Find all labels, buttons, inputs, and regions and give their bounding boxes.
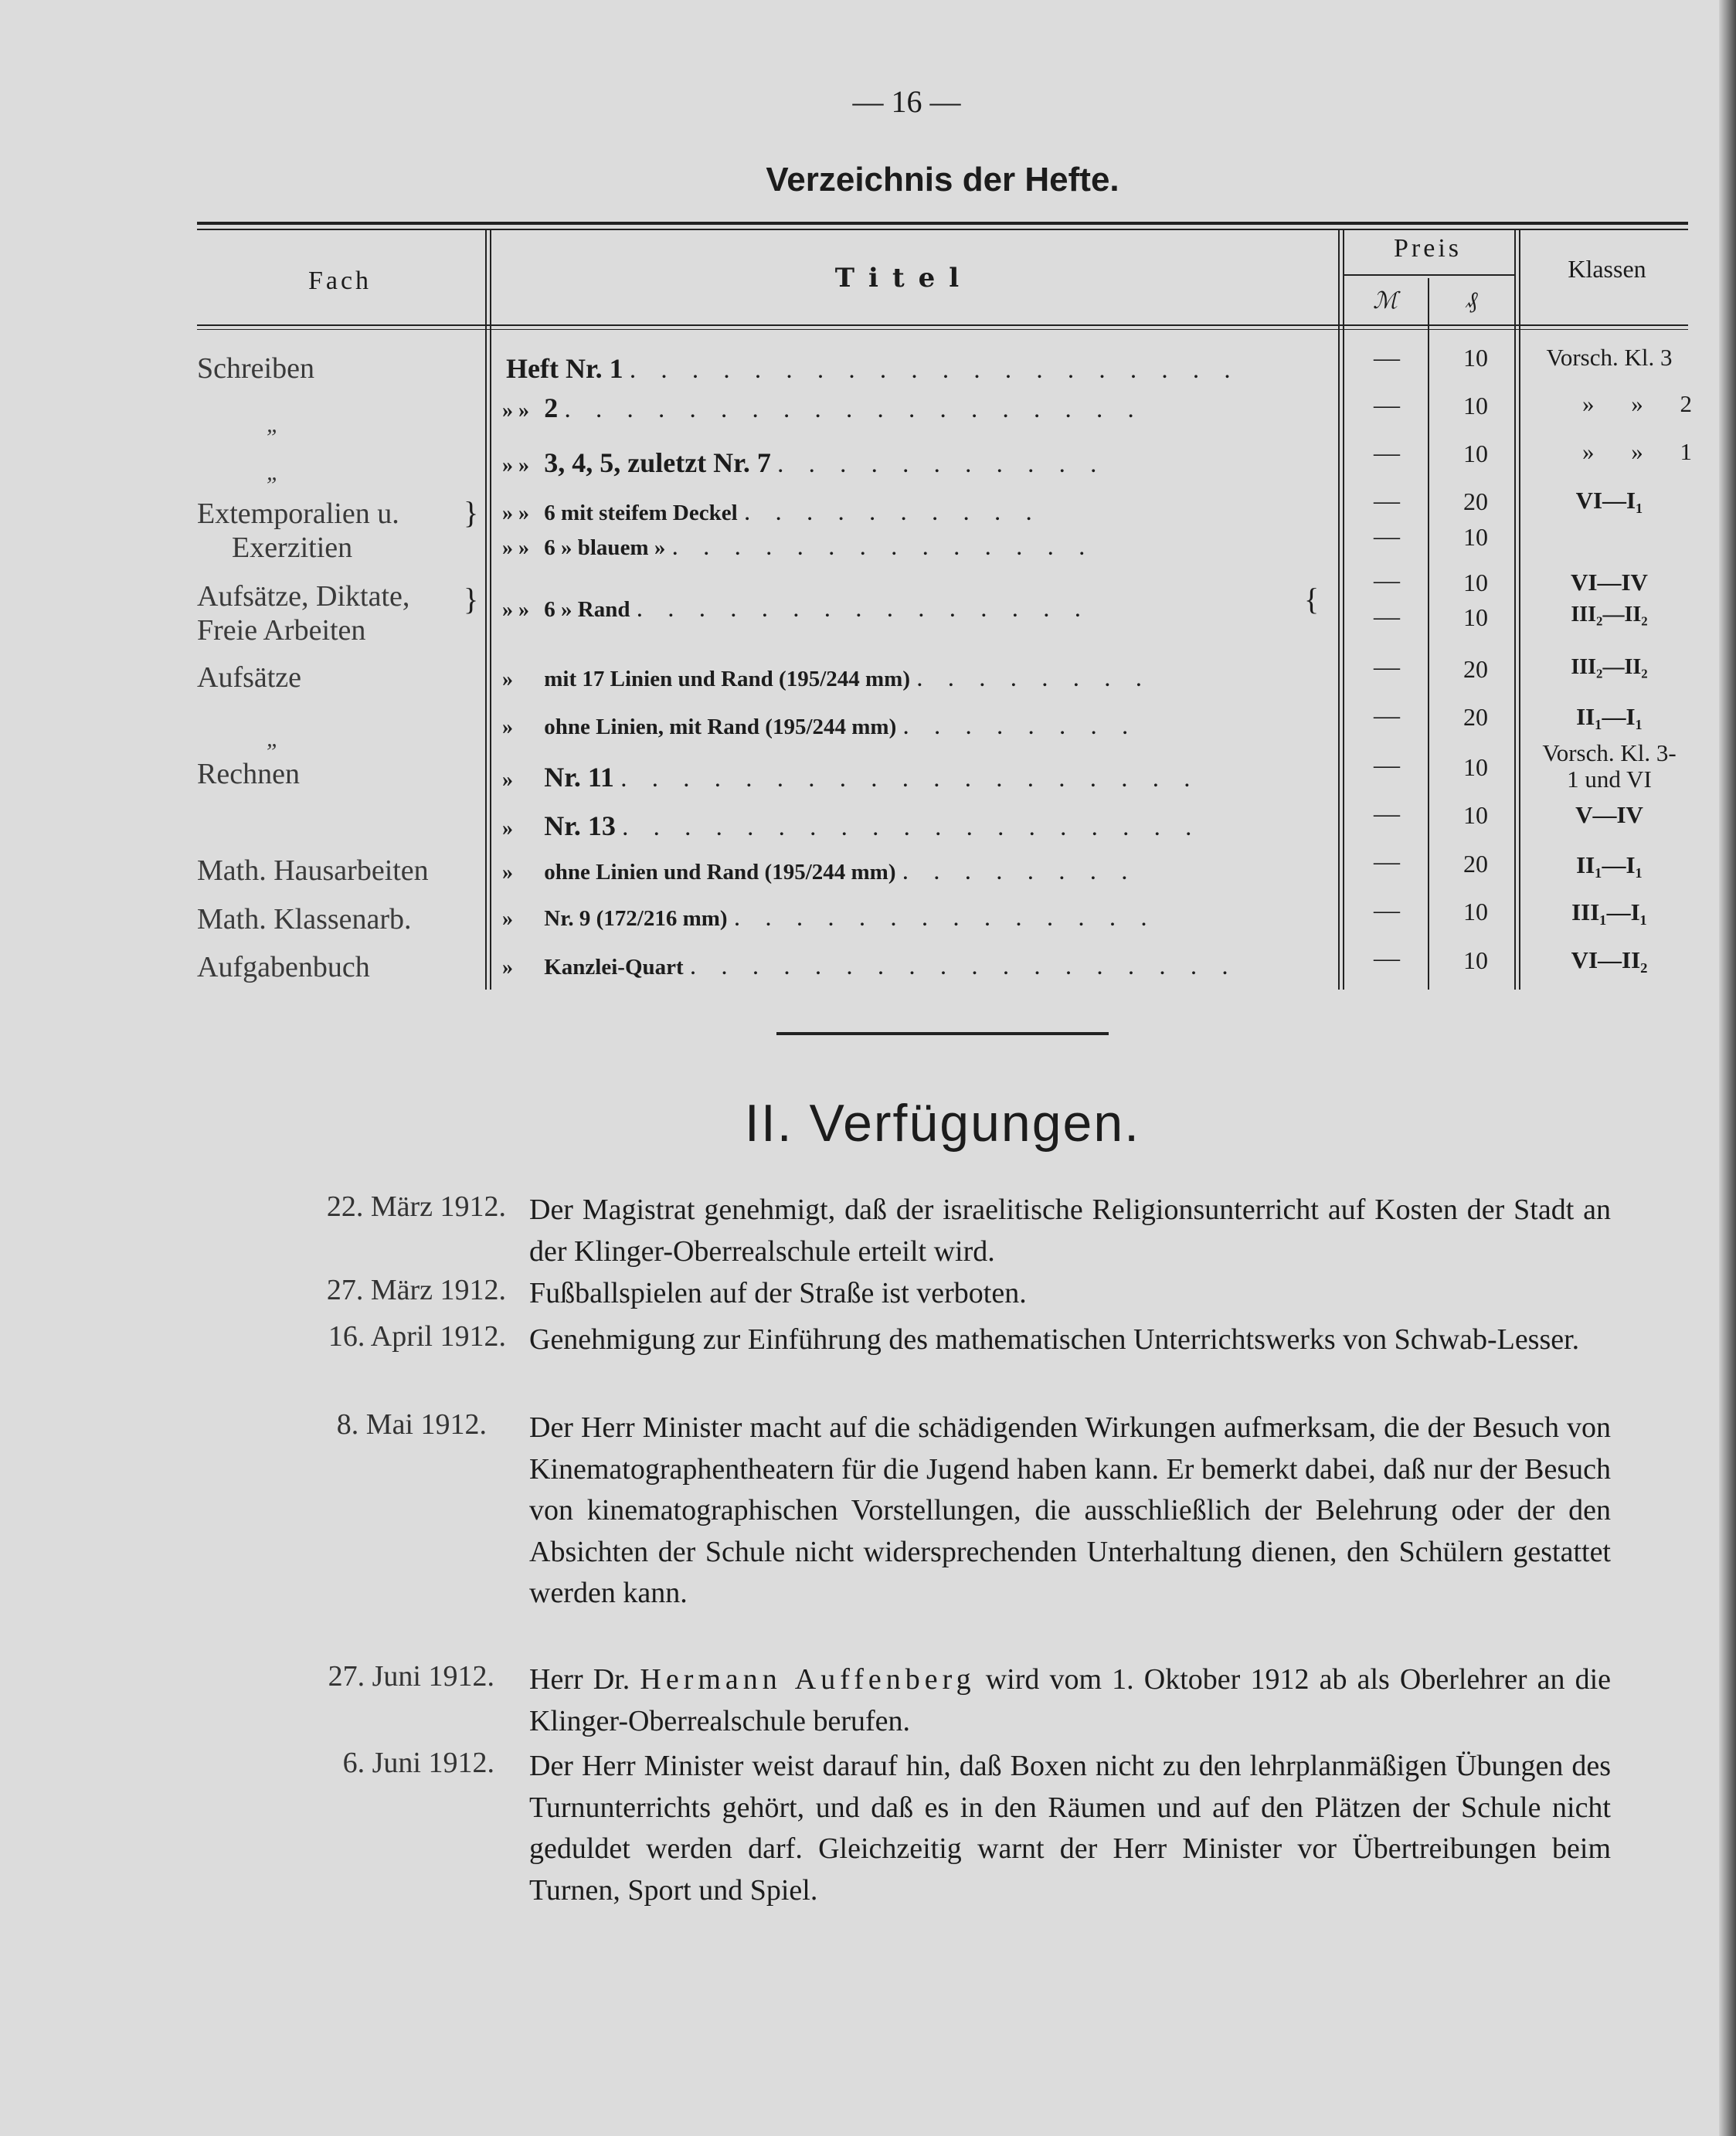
- fach-col-divider: [485, 229, 487, 990]
- mark-cell: —: [1374, 603, 1400, 631]
- pfennig-cell: 10: [1463, 753, 1488, 781]
- klassen-cell: V—IV: [1575, 801, 1643, 828]
- column-header-klassen: Klassen: [1568, 255, 1646, 283]
- mark-cell: —: [1374, 391, 1400, 419]
- titel-cell: » » 2 . . . . . . . . . . . . . . . . . . .: [502, 392, 1143, 423]
- mark-cell: —: [1374, 701, 1400, 730]
- entry-text: Genehmigung zur Einführung des mathematischen Unterrichtswerks von Schwab-Lesser.: [529, 1323, 1580, 1356]
- klassen-cell: III₂—II₂: [1571, 655, 1648, 679]
- pfennig-cell: 20: [1463, 703, 1488, 731]
- fach-cell: Rechnen: [197, 758, 300, 790]
- preis-subheader-rule: [1343, 274, 1514, 276]
- notebook-table: [0, 0, 1736, 1004]
- entry-text: [529, 1659, 1611, 1742]
- column-header-fach: Fach: [307, 267, 372, 295]
- entry-date: 6. Juni 1912.: [342, 1747, 494, 1779]
- titel-cell: » » 6 mit steifem Deckel . . . . . . . . . .: [502, 498, 1041, 526]
- fach-cell: Freie Arbeiten: [197, 614, 366, 647]
- klassen-cell: Vorsch. Kl. 3-1 und VI: [1542, 739, 1677, 793]
- pfennig-cell: 10: [1463, 603, 1488, 631]
- preis-col-divider-2: [1519, 229, 1520, 990]
- titel-cell: » Nr. 13 . . . . . . . . . . . . . . . . . . .: [502, 810, 1201, 841]
- mark-cell: —: [1374, 566, 1400, 595]
- entry-date: 16. April 1912.: [328, 1320, 506, 1353]
- mark-cell: —: [1374, 522, 1400, 551]
- entry-date: 27. Juni 1912.: [328, 1660, 494, 1693]
- pfennig-cell: 20: [1463, 655, 1488, 683]
- column-header-titel: Titel: [834, 263, 973, 294]
- pfennig-cell: 20: [1463, 487, 1488, 515]
- table-top-rule: [197, 222, 1688, 225]
- titel-cell: » » 6 » blauem » . . . . . . . . . . . . . .: [502, 533, 1095, 561]
- klassen-cell: Vorsch. Kl. 3: [1546, 344, 1673, 371]
- header-bottom-rule: [197, 324, 1688, 326]
- section-divider: [776, 1032, 1109, 1035]
- entry-text: Der Herr Minister macht auf die schädigenden Wirkungen aufmerksam, die der Besuch von Kinematographentheatern für die Jugend haben kann. Er bemerkt dabei, daß nur der Besuch von kinematographischen Vorstellungen, die ausschließlich der Belehrung oder der den Absichten der Schule nicht widersprechenden Unterhaltung dienen, den Schülern gestattet werden kann.: [529, 1411, 1611, 1609]
- mark-cell: —: [1374, 439, 1400, 467]
- brace: {: [1304, 582, 1320, 616]
- column-header-pfennig: ₰: [1466, 287, 1478, 313]
- titel-cell: » » 3, 4, 5, zuletzt Nr. 7 . . . . . . . . . . .: [502, 447, 1106, 478]
- titel-cell: » ohne Linien, mit Rand (195/244 mm) . . . . . . . .: [502, 712, 1138, 740]
- table-top-rule-thin: [197, 229, 1688, 230]
- klassen-cell: VI—I₁: [1575, 487, 1643, 514]
- mark-cell: —: [1374, 344, 1400, 372]
- mark-cell: —: [1374, 487, 1400, 515]
- titel-cell: » ohne Linien und Rand (195/244 mm) . . . . . . . .: [502, 857, 1137, 885]
- column-header-mark: ℳ: [1372, 288, 1398, 314]
- titel-cell: » Nr. 11 . . . . . . . . . . . . . . . . . . .: [502, 762, 1200, 793]
- brace: }: [464, 582, 479, 616]
- mark-col-divider: [1428, 278, 1429, 990]
- entry-text: Der Magistrat genehmigt, daß der israelitische Religionsunterricht auf Kosten der Stadt an der Klinger-Oberrealschule erteilt wird.: [529, 1194, 1611, 1268]
- fach-cell: Exerzitien: [232, 531, 353, 564]
- klassen-cell: III₁—I₁: [1571, 898, 1647, 925]
- klassen-cell: III₂—II₂: [1571, 603, 1648, 627]
- mark-cell: —: [1374, 800, 1400, 828]
- fach-col-divider-2: [490, 229, 491, 990]
- pfennig-cell: 10: [1463, 344, 1488, 372]
- pfennig-cell: 10: [1463, 440, 1488, 467]
- pfennig-cell: 20: [1463, 850, 1488, 878]
- preis-col-divider: [1514, 229, 1516, 990]
- klassen-cell: II₁—I₁: [1576, 851, 1643, 878]
- pfennig-cell: 10: [1463, 523, 1488, 551]
- mark-cell: —: [1374, 944, 1400, 973]
- titel-cell: » mit 17 Linien und Rand (195/244 mm) . . . . . . . .: [502, 664, 1151, 692]
- fach-cell: „: [267, 412, 280, 437]
- entry-text: Fußballspielen auf der Straße ist verboten.: [529, 1277, 1027, 1309]
- titel-col-divider: [1338, 229, 1340, 990]
- entry-text-pre: Herr Dr.: [529, 1663, 630, 1696]
- mark-cell: —: [1374, 847, 1400, 876]
- klassen-cell: » » 2: [1582, 390, 1692, 417]
- fach-cell: Extemporalien u.: [197, 497, 399, 530]
- pfennig-cell: 10: [1463, 801, 1488, 829]
- section-title: II. Verfügungen.: [744, 1094, 1141, 1153]
- titel-cell: » Nr. 9 (172/216 mm) . . . . . . . . . . . . . .: [502, 904, 1157, 932]
- pfennig-cell: 10: [1463, 946, 1488, 974]
- entry-text-post: wird vom 1. Oktober 1912 ab als Oberlehrer an die Klinger-Oberrealschule berufen.: [529, 1663, 1612, 1737]
- mark-cell: —: [1374, 751, 1400, 779]
- titel-col-divider-2: [1343, 229, 1344, 990]
- entry-date: 8. Mai 1912.: [336, 1408, 487, 1441]
- brace: }: [464, 495, 479, 530]
- pfennig-cell: 10: [1463, 569, 1488, 596]
- person-name: Hermann Auffenberg: [640, 1663, 976, 1696]
- entry-text: Der Herr Minister weist darauf hin, daß Boxen nicht zu den lehrplanmäßigen Übungen des Turnunterrichts gehört, und daß es in den Räumen und auf den Plätzen der Schule nicht geduldet werden darf. Gleichzeitig warnt der Herr Minister vor Übertreibungen beim Turnen, Sport und Spiel.: [529, 1750, 1611, 1907]
- titel-cell: Heft Nr. 1 . . . . . . . . . . . . . . . . . . . .: [506, 353, 1240, 384]
- fach-cell: Math. Hausarbeiten: [197, 854, 429, 887]
- fach-cell: „: [267, 726, 280, 752]
- entry-date: 22. März 1912.: [326, 1190, 506, 1223]
- fach-cell: Aufsätze: [197, 661, 302, 694]
- fach-cell: Aufsätze, Diktate,: [197, 580, 410, 613]
- table-heading: Verzeichnis der Hefte.: [766, 161, 1119, 199]
- mark-cell: —: [1374, 896, 1400, 925]
- mark-cell: —: [1374, 653, 1400, 681]
- pfennig-cell: 10: [1463, 392, 1488, 419]
- fach-cell: Schreiben: [197, 352, 314, 385]
- fach-cell: Aufgabenbuch: [197, 951, 370, 983]
- pfennig-cell: 10: [1463, 898, 1488, 925]
- titel-cell: » Kanzlei-Quart . . . . . . . . . . . . . . . . . .: [502, 953, 1238, 980]
- titel-cell: » » 6 » Rand . . . . . . . . . . . . . . .: [502, 595, 1090, 623]
- klassen-cell: VI—II₂: [1571, 946, 1648, 973]
- klassen-cell: » » 1: [1582, 438, 1692, 465]
- header-bottom-rule-thin: [197, 329, 1688, 330]
- klassen-cell: VI—IV: [1571, 569, 1648, 596]
- klassen-cell: II₁—I₁: [1576, 703, 1643, 730]
- page-number: — 16 —: [852, 84, 961, 119]
- fach-cell: Math. Klassenarb.: [197, 903, 412, 936]
- entry-date: 27. März 1912.: [326, 1274, 506, 1306]
- column-header-preis: Preis: [1394, 234, 1462, 263]
- fach-cell: „: [267, 460, 280, 485]
